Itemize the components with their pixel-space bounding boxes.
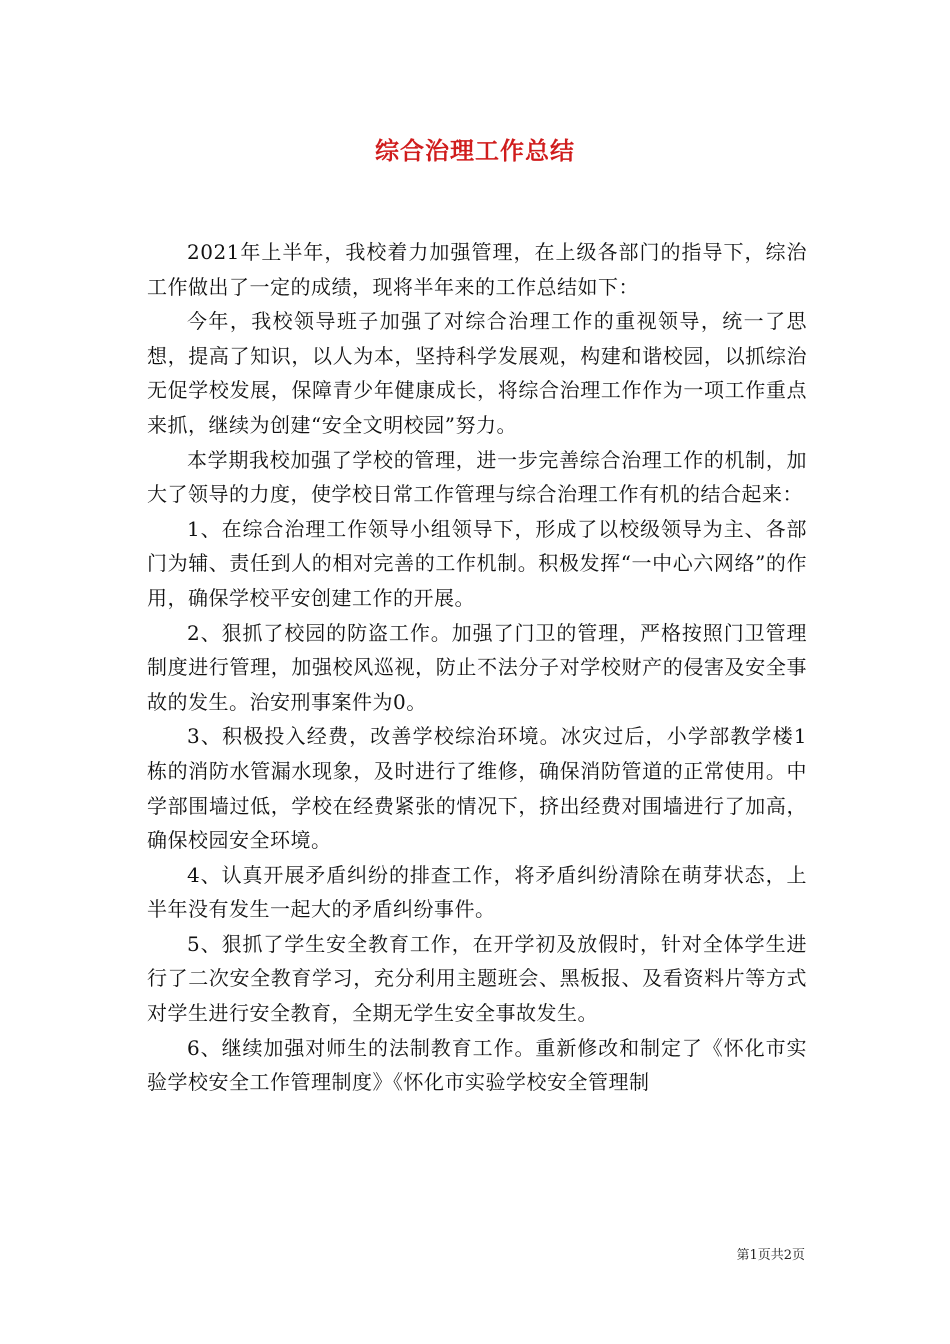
paragraph-intro: 2021年上半年，我校着力加强管理，在上级各部门的指导下，综治工作做出了一定的成绩，现将半年来的工作总结如下：	[147, 240, 807, 299]
paragraph-item-4: 4、认真开展矛盾纠纷的排查工作，将矛盾纠纷清除在萌芽状态，上半年没有发生一起大的矛盾纠纷事件。	[147, 862, 807, 922]
document-body	[147, 235, 807, 1100]
paragraph-item-2: 2、狠抓了校园的防盗工作。加强了门卫的管理，严格按照门卫管理制度进行管理，加强校风巡视，防止不法分子对学校财产的侵害及安全事故的发生。治安刑事案件为0。	[147, 620, 807, 714]
page-number: 第1页共2页	[736, 1248, 805, 1263]
paragraph-management: 本学期我校加强了学校的管理，进一步完善综合治理工作的机制，加大了领导的力度，使学校日常工作管理与综合治理工作有机的结合起来：	[147, 447, 807, 507]
document-title: 综合治理工作总结	[375, 136, 575, 165]
paragraph-item-3: 3、积极投入经费，改善学校综治环境。冰灾过后，小学部教学楼1栋的消防水管漏水现象，及时进行了维修，确保消防管道的正常使用。中学部围墙过低，学校在经费紧张的情况下，挤出经费对围墙进行了加高，确保校园安全环境。	[147, 724, 807, 853]
paragraph-item-5: 5、狠抓了学生安全教育工作，在开学初及放假时，针对全体学生进行了二次安全教育学习，充分利用主题班会、黑板报、及看资料片等方式对学生进行安全教育，全期无学生安全事故发生。	[147, 931, 807, 1026]
paragraph-leadership: 今年，我校领导班子加强了对综合治理工作的重视领导，统一了思想，提高了知识，以人为本，坚持科学发展观，构建和谐校园，以抓综治无促学校发展，保障青少年健康成长，将综合治理工作作为一项工作重点来抓，继续为创建“安全文明校园”努力。	[147, 309, 807, 437]
paragraph-item-6: 6、继续加强对师生的法制教育工作。重新修改和制定了《怀化市实验学校安全工作管理制度》《怀化市实验学校安全管理制	[147, 1035, 807, 1095]
paragraph-item-1: 1、在综合治理工作领导小组领导下，形成了以校级领导为主、各部门为辅、责任到人的相对完善的工作机制。积极发挥“一中心六网络”的作用，确保学校平安创建工作的开展。	[147, 516, 807, 610]
